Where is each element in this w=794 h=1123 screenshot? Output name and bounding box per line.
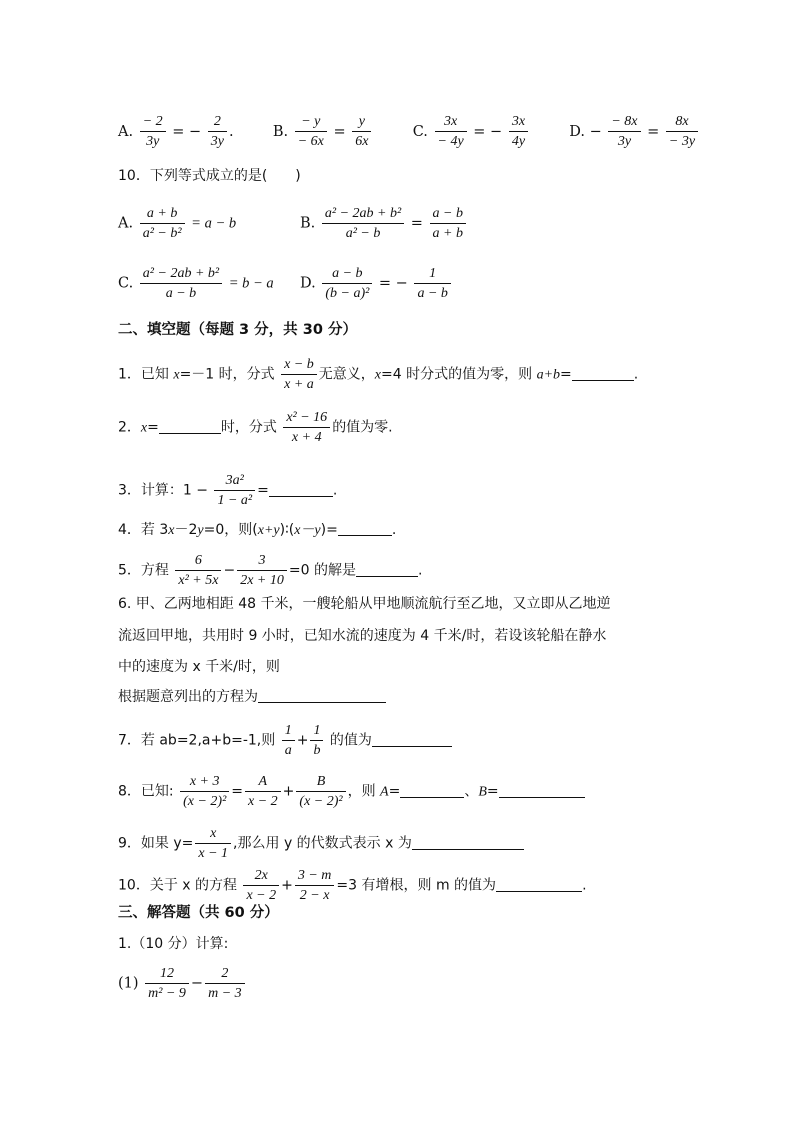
fraction: $\frac{a - b}{\text{(b − a)²}}$: [322, 264, 372, 303]
q10-option-c[interactable]: C. $\frac{\text{a² − 2ab + b²}}{a - b}$ = b − a: [118, 266, 274, 301]
answer-blank[interactable]: [338, 521, 392, 536]
fraction: $\frac{2}{m - 3}$: [205, 964, 245, 1003]
fraction: $\frac{B}{\text{(x − 2)²}}$: [296, 772, 345, 811]
fraction: $\frac{\text{3a²}}{\text{1 − a²}}$: [214, 471, 255, 510]
fraction: $\frac{A}{x - 2}$: [245, 772, 281, 811]
fraction: $\frac{1}{a}$: [282, 721, 295, 760]
fraction: $\frac{2}{3y}$: [208, 112, 227, 151]
fraction: $\frac{1}{a - b}$: [414, 264, 450, 303]
fraction: $\frac{8x}{- 3y}$: [666, 112, 698, 151]
fill-q10: 10．关于 x 的方程 $\frac{2x}{x - 2}$ + $\frac{3 - m}{2 - x}$ =3 有增根，则 m 的值为 .: [118, 868, 587, 903]
q10-stem: 10．下列等式成立的是( ): [118, 168, 301, 184]
answer-blank[interactable]: [372, 732, 452, 747]
q9-option-c[interactable]: C. $\frac{3x}{- 4y}$ = − $\frac{3x}{4y}$: [413, 124, 535, 140]
q10-option-b[interactable]: B. $\frac{\text{a² − 2ab + b²}}{\text{a² − b}}$ = $\frac{a - b}{a + b}$: [300, 204, 468, 243]
fill-q6-line3: 中的速度为 x 千米/时，则: [118, 659, 280, 675]
fraction: $\frac{3x}{4y}$: [509, 112, 528, 151]
fraction: $\frac{\text{a² − 2ab + b²}}{\text{a² − b}}$: [322, 204, 404, 243]
answer-blank[interactable]: [159, 419, 221, 434]
solve-q1: 1.（10 分）计算:: [118, 936, 229, 952]
fraction: $\frac{y}{6x}$: [352, 112, 371, 151]
fill-q3: 3．计算：1 − $\frac{\text{3a²}}{\text{1 − a²}}$ = .: [118, 473, 338, 508]
answer-blank[interactable]: [356, 562, 418, 577]
answer-blank[interactable]: [499, 783, 585, 798]
section-3-heading: 三、解答题（共 60 分）: [118, 905, 279, 921]
q10-option-a[interactable]: A. $\frac{a + b}{\text{a² − b²}}$ = a − b: [118, 206, 237, 241]
answer-blank[interactable]: [400, 783, 464, 798]
fraction: $\frac{x + 3}{\text{(x − 2)²}}$: [180, 772, 229, 811]
answer-blank[interactable]: [258, 688, 386, 703]
fraction: $\frac{\text{a² − 2ab + b²}}{a - b}$: [140, 264, 222, 303]
fraction: $\frac{x}{x - 1}$: [195, 824, 231, 863]
fraction: $\frac{x - b}{x + a}$: [281, 355, 317, 394]
fraction: $\frac{- 2}{3y}$: [140, 112, 166, 151]
answer-blank[interactable]: [269, 482, 333, 497]
fraction: $\frac{12}{\text{m² − 9}}$: [145, 964, 189, 1003]
q9-option-a[interactable]: A. $\frac{- 2}{3y}$ = − $\frac{2}{3y}$ .: [118, 114, 234, 149]
fill-q6-line4: 根据题意列出的方程为: [118, 687, 386, 707]
fraction: $\frac{3}{2x + 10}$: [237, 551, 287, 590]
solve-q1-part1: (1) $\frac{12}{\text{m² − 9}}$ − $\frac{2}{m - 3}$: [118, 964, 247, 1003]
fraction: $\frac{\text{x² − 16}}{x + 4}$: [283, 408, 330, 447]
answer-blank[interactable]: [496, 877, 582, 892]
fraction: $\frac{3x}{- 4y}$: [435, 112, 467, 151]
fraction: $\frac{- 8x}{3y}$: [608, 112, 640, 151]
answer-blank[interactable]: [572, 366, 634, 381]
fraction: $\frac{a + b}{\text{a² − b²}}$: [140, 204, 185, 243]
answer-blank[interactable]: [412, 835, 524, 850]
fill-q6-line2: 流返回甲地，共用时 9 小时，已知水流的速度为 4 千米/时，若设该轮船在静水: [118, 628, 607, 644]
q10-option-d[interactable]: D. $\frac{a - b}{\text{(b − a)²}}$ = − $\frac{1}{a - b}$: [300, 264, 453, 303]
section-2-heading: 二、填空题（每题 3 分，共 30 分）: [118, 322, 357, 338]
fraction: $\frac{- y}{- 6x}$: [295, 112, 327, 151]
fraction: $\frac{2x}{x - 2}$: [243, 866, 279, 905]
q9-option-d[interactable]: D. − $\frac{- 8x}{3y}$ = $\frac{8x}{- 3y}$: [569, 124, 700, 140]
fill-q1: 1．已知 x=－1 时，分式 $\frac{x - b}{x + a}$ 无意义，x=4 时分式的值为零，则 a+b= .: [118, 357, 639, 392]
fill-q5: 5．方程 $\frac{6}{\text{x² + 5x}}$ − $\frac{3}{2x + 10}$ =0 的解是 .: [118, 553, 423, 588]
fill-q7: 7．若 ab=2,a+b=-1,则 $\frac{1}{a}$ + $\frac{1}{b}$ 的值为: [118, 721, 452, 760]
fraction: $\frac{6}{\text{x² + 5x}}$: [175, 551, 221, 590]
q9-options-row: [118, 112, 700, 151]
q9-option-b[interactable]: B. $\frac{- y}{- 6x}$ = $\frac{y}{6x}$: [273, 124, 378, 140]
fill-q6-line1: 6. 甲、乙两地相距 48 千米，一艘轮船从甲地顺流航行至乙地，又立即从乙地逆: [118, 596, 611, 612]
fraction: $\frac{1}{b}$: [310, 721, 323, 760]
fill-q4: 4．若 3x－2y=0，则(x+y)∶(x－y)= .: [118, 522, 397, 538]
fraction: $\frac{3 - m}{2 - x}$: [295, 866, 335, 905]
fill-q2: 2．x= 时，分式 $\frac{\text{x² − 16}}{x + 4}$ 的值为零.: [118, 410, 393, 445]
fill-q8: 8．已知: $\frac{x + 3}{\text{(x − 2)²}}$ = $\frac{A}{x - 2}$ + $\frac{B}{\text{(x − 2)²}}$ ，则 A= 、B=: [118, 772, 585, 811]
fraction: $\frac{a - b}{a + b}$: [430, 204, 466, 243]
fill-q9: 9．如果 y= $\frac{x}{x - 1}$ ,那么用 y 的代数式表示 x 为: [118, 824, 524, 863]
